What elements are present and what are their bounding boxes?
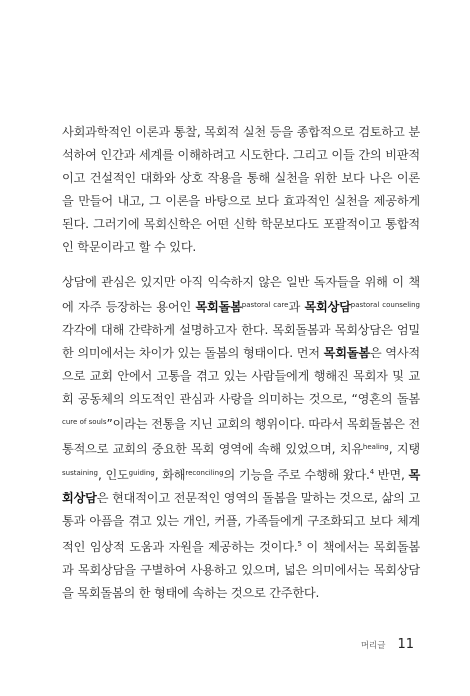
text-run: 은 역사적으로 교회 안에서 고통을 겪고 있는 사람들에게 행해진 목회자 및 교회 공동체의 의도적인 관심과 사랑을 의미하는 것으로, “영혼의 돌봄 xyxy=(62,346,420,406)
term-pastoral-counseling-2: 목회상담 xyxy=(62,468,421,505)
term-pastoral-care-2: 목회돌봄 xyxy=(323,346,370,360)
healing-en: healing xyxy=(362,443,389,451)
page-number: 11 xyxy=(397,637,414,652)
term-pastoral-care-en: pastoral care xyxy=(241,301,289,309)
paragraph-1: 사회과학적인 이론과 통찰, 목회적 실천 등을 종합적으로 검토하고 분석하여 인간과 세계를 이해하려고 시도한다. 그리고 이들 간의 비판적이고 건설적인 대화와 상호 작용을 통해 실천을 위한 보다 나은 이론을 만들어 내고, 그 이론을 바탕으로 보다 효과적인 실천을 제공하게 된다. 그러기에 목회신학은 어떤 신학 학문보다도 포괄적이고 통합적인 학문이라고 할 수 있다. xyxy=(62,125,420,254)
term-pastoral-counseling: 목회상담 xyxy=(304,300,351,314)
text-run: 과 xyxy=(288,300,305,314)
running-head: 머리글 xyxy=(360,641,386,651)
cure-of-souls-en: cure of souls xyxy=(62,418,107,426)
text-run: , 인도 xyxy=(97,468,129,482)
text-run: 상담에 관심은 있지만 아직 익숙하지 않은 일반 독자들을 위해 이 책에 자주 등장하는 용어인 xyxy=(62,275,420,314)
guiding-en: guiding xyxy=(128,469,155,477)
term-pastoral-counseling-en: pastoral counseling xyxy=(350,301,420,309)
footnote-marker-4: 4 xyxy=(369,468,374,476)
paragraph-2 xyxy=(62,271,420,605)
text-run: 의 기능을 주로 수행해 왔다. xyxy=(223,468,370,482)
term-pastoral-care: 목회돌봄 xyxy=(195,300,242,314)
text-run: 이 책에서는 목회돌봄과 목회상담을 구별하여 사용하고 있으며, 넓은 의미에서는 목회상담을 목회돌봄의 한 형태에 속하는 것으로 간주한다. xyxy=(62,540,420,600)
text-run: 은 현대적이고 전문적인 영역의 돌봄을 말하는 것으로, 삶의 고통과 아픔을 겪고 있는 개인, 커플, 가족들에게 구조화되고 보다 체계적인 임상적 도움과 자원을 제공하는 것이다. xyxy=(62,491,420,554)
page-footer xyxy=(361,637,414,652)
text-run: , 지탱 xyxy=(388,442,420,456)
text-run: 반면, xyxy=(374,468,409,482)
text-run: , 화해 xyxy=(154,468,186,482)
text-run: ”이라는 전통을 지닌 교회의 행위이다. 따라서 목회돌봄은 전통적으로 교회의 중요한 목회 영역에 속해 있었으며, 치유 xyxy=(62,417,420,456)
footnote-marker-5: 5 xyxy=(297,540,302,548)
sustaining-en: sustaining xyxy=(62,469,98,477)
reconciling-en: reconciling xyxy=(185,469,224,477)
text-run: 각각에 대해 간략하게 설명하고자 한다. 목회돌봄과 목회상담은 엄밀한 의미에서는 차이가 있는 돌봄의 형태이다. 먼저 xyxy=(62,323,420,360)
